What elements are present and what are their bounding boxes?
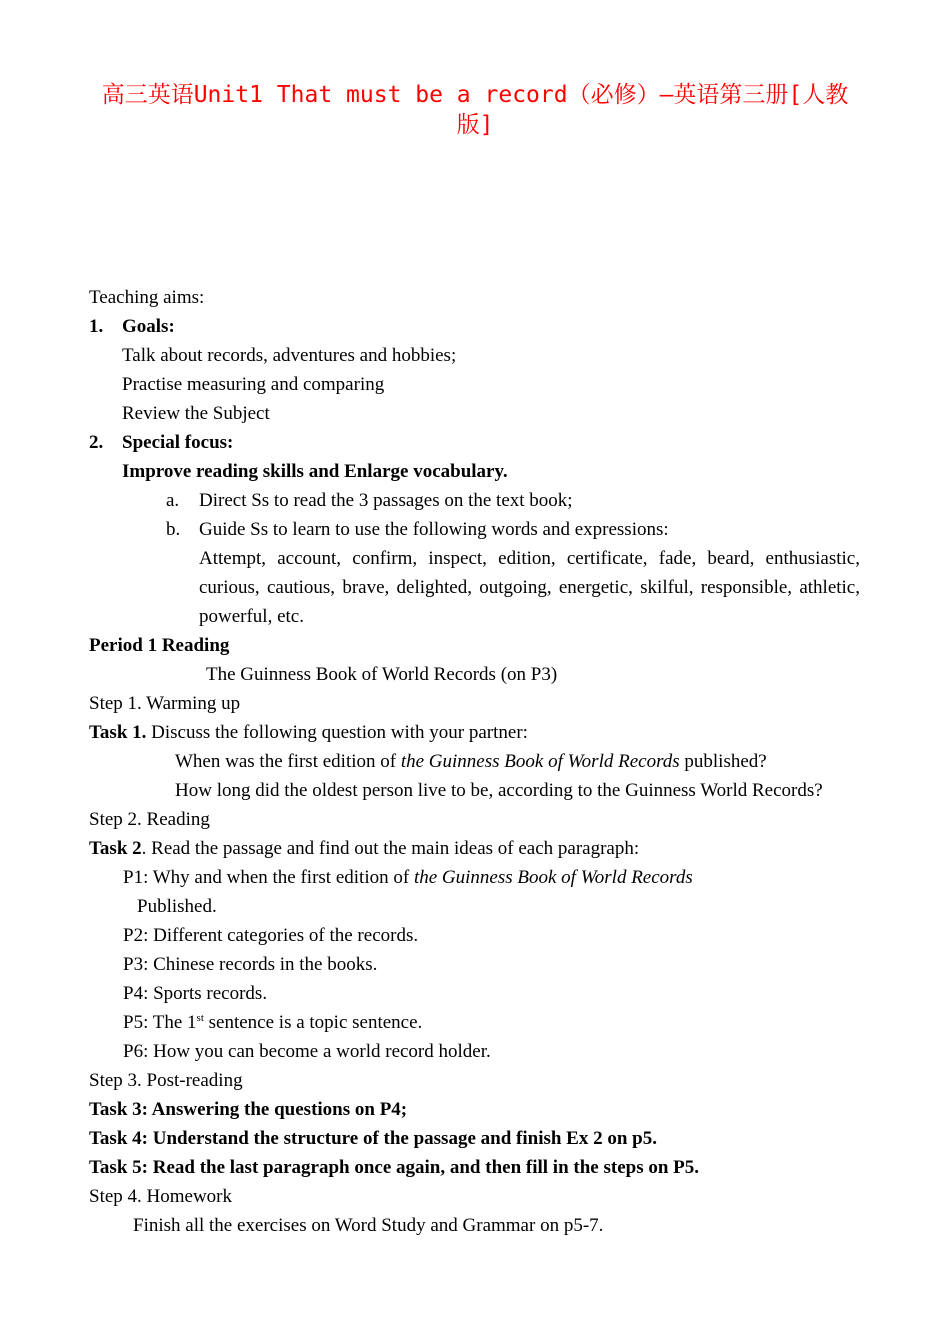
task-5: Task 5: Read the last paragraph once again, and then fill in the steps on P5. — [89, 1157, 700, 1178]
focus-item-text: Guide Ss to learn to use the following words and expressions: — [199, 519, 669, 540]
special-focus-heading-text: Special focus: — [122, 432, 234, 453]
task-1-label: Task 1. — [89, 722, 147, 743]
goal-item: Practise measuring and comparing — [122, 374, 385, 395]
ordinal-suffix: st — [196, 1012, 204, 1024]
focus-item-letter: b. — [166, 519, 181, 540]
special-focus-heading — [89, 428, 861, 457]
task-1-question-2: How long did the oldest person live to be, according to the Guinness World Records? — [175, 780, 823, 801]
period-subtitle: The Guinness Book of World Records (on P3) — [206, 664, 558, 685]
paragraph-idea-1-continued: Published. — [137, 896, 217, 917]
step-4: Step 4. Homework — [89, 1186, 233, 1207]
paragraph-idea-5 — [89, 1008, 861, 1037]
question-text: When was the first edition of — [175, 751, 401, 772]
book-title: the Guinness Book of World Records — [400, 751, 680, 772]
task-2 — [89, 834, 861, 863]
task-1-question-1 — [89, 747, 861, 776]
step-1: Step 1. Warming up — [89, 693, 241, 714]
goals-heading-text: Goals: — [122, 316, 175, 337]
step-3: Step 3. Post-reading — [89, 1070, 243, 1091]
task-4: Task 4: Understand the structure of the passage and finish Ex 2 on p5. — [89, 1128, 657, 1149]
goals-heading — [89, 312, 861, 341]
homework-text: Finish all the exercises on Word Study and Grammar on p5-7. — [133, 1215, 604, 1236]
focus-item-b — [89, 515, 861, 544]
paragraph-idea-1 — [89, 863, 861, 892]
focus-item-letter: a. — [166, 490, 180, 511]
document-body — [89, 283, 861, 1240]
task-2-text: . Read the passage and find out the main ideas of each paragraph: — [141, 838, 640, 859]
book-title: the Guinness Book of World Records — [413, 867, 693, 888]
goal-item: Review the Subject — [122, 403, 270, 424]
focus-item-text: Direct Ss to read the 3 passages on the text book; — [199, 490, 573, 511]
period-heading: Period 1 Reading — [89, 635, 230, 656]
task-2-label: Task 2 — [89, 838, 142, 859]
document-title: 高三英语Unit1 That must be a record（必修）—英语第三册[人教版] — [101, 82, 849, 138]
focus-item-a — [89, 486, 861, 515]
vocabulary-list: Attempt, account, confirm, inspect, edition, certificate, fade, beard, enthusiastic, curious, cautious, brave, delighted, outgoing, energetic, skilful, responsible, athletic, powerful, etc. — [199, 548, 860, 627]
paragraph-idea-text: sentence is a topic sentence. — [203, 1012, 423, 1033]
task-3: Task 3: Answering the questions on P4; — [89, 1099, 408, 1120]
paragraph-idea-text: P5: The 1 — [123, 1012, 197, 1033]
step-2: Step 2. Reading — [89, 809, 210, 830]
paragraph-idea-4: P4: Sports records. — [123, 983, 268, 1004]
paragraph-idea-2: P2: Different categories of the records. — [123, 925, 419, 946]
goal-item: Talk about records, adventures and hobbies; — [122, 345, 457, 366]
special-focus-subheading: Improve reading skills and Enlarge vocabulary. — [122, 461, 508, 482]
special-focus-number: 2. — [89, 432, 104, 453]
question-text: published? — [679, 751, 767, 772]
task-1-text: Discuss the following question with your partner: — [146, 722, 528, 743]
paragraph-idea-6: P6: How you can become a world record holder. — [123, 1041, 491, 1062]
goals-number: 1. — [89, 316, 104, 337]
teaching-aims-label: Teaching aims: — [89, 287, 205, 308]
task-1 — [89, 718, 861, 747]
paragraph-idea-3: P3: Chinese records in the books. — [123, 954, 378, 975]
paragraph-idea-text: P1: Why and when the first edition of — [123, 867, 414, 888]
